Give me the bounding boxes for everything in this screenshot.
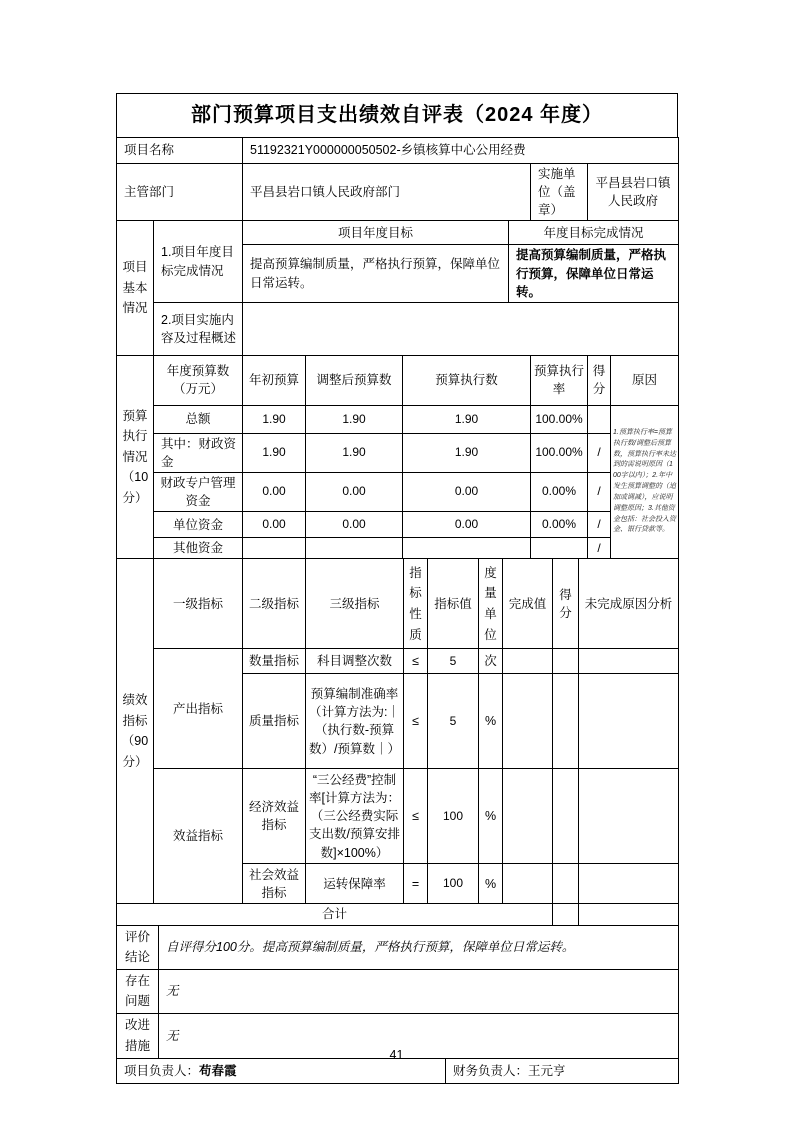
self-evaluation-table — [116, 93, 678, 1084]
total-score — [553, 904, 579, 925]
indicator-unit: % — [479, 769, 503, 864]
budget-rate: 100.00% — [531, 405, 588, 433]
budget-initial: 0.00 — [243, 473, 306, 512]
indicator-level1: 效益指标 — [154, 769, 243, 904]
dept-label: 主管部门 — [117, 164, 243, 221]
budget-adjusted: 1.90 — [306, 405, 403, 433]
budget-header-adjusted: 调整后预算数 — [306, 355, 403, 405]
conclusion-label: 评价结论 — [117, 925, 159, 969]
indicator-nature: = — [404, 864, 428, 904]
indicator-level2: 质量指标 — [243, 674, 306, 769]
indicator-score — [553, 769, 579, 864]
budget-row-label: 其中：财政资金 — [154, 433, 243, 472]
impl-unit-label: 实施单位（盖章） — [531, 164, 588, 221]
budget-initial — [243, 538, 306, 559]
problems-text: 无 — [159, 969, 679, 1013]
indicator-done — [503, 674, 553, 769]
indicator-unit: % — [479, 864, 503, 904]
problems-label: 存在问题 — [117, 969, 159, 1013]
indicator-level3: 科目调整次数 — [306, 649, 404, 674]
indicator-level2: 社会效益指标 — [243, 864, 306, 904]
implementation-row-label: 2.项目实施内容及过程概述 — [154, 302, 243, 355]
total-label: 合计 — [117, 904, 553, 925]
indicator-score — [553, 864, 579, 904]
indicator-header-level1: 一级指标 — [154, 559, 243, 649]
budget-initial: 1.90 — [243, 405, 306, 433]
indicators-section-label: 绩效指标（90分） — [117, 559, 154, 904]
budget-initial: 1.90 — [243, 433, 306, 472]
department-band — [116, 163, 679, 221]
indicator-level3: 预算编制准确率（计算方法为:｜（执行数-预算数）/预算数｜） — [306, 674, 404, 769]
budget-score: / — [588, 473, 611, 512]
table-row — [117, 473, 679, 512]
budget-execution-band — [116, 355, 679, 560]
finance-manager-name: 王元亨 — [528, 1063, 566, 1078]
page-number: 41 — [389, 1048, 404, 1062]
indicator-level3: 运转保障率 — [306, 864, 404, 904]
table-row — [117, 649, 679, 674]
project-name-band — [116, 137, 679, 164]
budget-header-annual: 年度预算数（万元） — [154, 355, 243, 405]
budget-rate: 100.00% — [531, 433, 588, 472]
indicator-reason — [579, 649, 679, 674]
indicator-done — [503, 649, 553, 674]
budget-row-label: 其他资金 — [154, 538, 243, 559]
basic-info-band — [116, 220, 679, 355]
indicator-header-level3: 三级指标 — [306, 559, 404, 649]
annual-goal-header: 项目年度目标 — [243, 221, 509, 245]
budget-score: / — [588, 512, 611, 538]
budget-rate: 0.00% — [531, 512, 588, 538]
budget-row-label: 单位资金 — [154, 512, 243, 538]
indicator-nature: ≤ — [404, 674, 428, 769]
budget-rate: 0.00% — [531, 473, 588, 512]
indicator-done — [503, 864, 553, 904]
project-manager-name: 苟春霞 — [199, 1063, 237, 1078]
indicator-value: 100 — [428, 864, 479, 904]
indicator-reason — [579, 674, 679, 769]
budget-reason-note: 1.预算执行率=预算执行数/调整后预算数，预算执行率未达到的需说明原因（100字以内）；2.年中发生预算调整的（追加或调减），应说明调整原因；3.其他资金包括：社会投入资金、银行贷款等。 — [611, 405, 679, 559]
finance-manager-cell — [446, 1059, 679, 1084]
indicator-nature: ≤ — [404, 769, 428, 864]
page-title: 部门预算项目支出绩效自评表（2024 年度） — [117, 94, 678, 138]
impl-unit-value: 平昌县岩口镇人民政府 — [588, 164, 679, 221]
indicator-unit: 次 — [479, 649, 503, 674]
summary-band — [116, 925, 679, 1060]
budget-adjusted — [306, 538, 403, 559]
budget-executed: 0.00 — [403, 512, 531, 538]
budget-executed: 0.00 — [403, 473, 531, 512]
budget-section-label: 预算执行情况（10分） — [117, 355, 154, 559]
indicator-header-score: 得分 — [553, 559, 579, 649]
dept-value: 平昌县岩口镇人民政府部门 — [243, 164, 531, 221]
indicator-header-nature: 指标性质 — [404, 559, 428, 649]
improvement-label: 改进措施 — [117, 1014, 159, 1059]
indicator-reason — [579, 864, 679, 904]
indicator-score — [553, 674, 579, 769]
indicator-header-unit: 度量单位 — [479, 559, 503, 649]
indicator-level1: 产出指标 — [154, 649, 243, 769]
total-reason — [579, 904, 679, 925]
budget-rate — [531, 538, 588, 559]
indicator-level2: 数量指标 — [243, 649, 306, 674]
project-manager-cell — [117, 1059, 446, 1084]
title-band — [116, 93, 678, 138]
finance-manager-label: 财务负责人： — [453, 1063, 529, 1078]
budget-score — [588, 405, 611, 433]
budget-header-rate: 预算执行率 — [531, 355, 588, 405]
budget-adjusted: 1.90 — [306, 433, 403, 472]
budget-header-score: 得分 — [588, 355, 611, 405]
indicator-header-level2: 二级指标 — [243, 559, 306, 649]
project-name-value: 51192321Y000000050502-乡镇核算中心公用经费 — [243, 138, 679, 164]
annual-goal-row-label: 1.项目年度目标完成情况 — [154, 221, 243, 302]
indicator-header-done: 完成值 — [503, 559, 553, 649]
indicator-header-value: 指标值 — [428, 559, 479, 649]
budget-header-executed: 预算执行数 — [403, 355, 531, 405]
table-row — [117, 769, 679, 864]
budget-executed — [403, 538, 531, 559]
budget-header-reason: 原因 — [611, 355, 679, 405]
budget-initial: 0.00 — [243, 512, 306, 538]
budget-row-label: 总额 — [154, 405, 243, 433]
indicator-unit: % — [479, 674, 503, 769]
budget-adjusted: 0.00 — [306, 512, 403, 538]
project-manager-label: 项目负责人： — [124, 1063, 200, 1078]
indicator-done — [503, 769, 553, 864]
budget-executed: 1.90 — [403, 433, 531, 472]
budget-executed: 1.90 — [403, 405, 531, 433]
implementation-text — [243, 302, 679, 355]
budget-adjusted: 0.00 — [306, 473, 403, 512]
project-name-label: 项目名称 — [117, 138, 243, 164]
budget-score: / — [588, 433, 611, 472]
table-row — [117, 405, 679, 433]
indicator-level3: “三公经费”控制率[计算方法为：（三公经费实际支出数/预算安排数]×100%） — [306, 769, 404, 864]
conclusion-text: 自评得分100分。提高预算编制质量，严格执行预算，保障单位日常运转。 — [159, 925, 679, 969]
table-row — [117, 433, 679, 472]
indicator-value: 5 — [428, 674, 479, 769]
indicator-level2: 经济效益指标 — [243, 769, 306, 864]
goal-completion-header: 年度目标完成情况 — [509, 221, 679, 245]
budget-row-label: 财政专户管理资金 — [154, 473, 243, 512]
table-row — [117, 512, 679, 538]
indicator-reason — [579, 769, 679, 864]
goal-completion-text: 提高预算编制质量，严格执行预算，保障单位日常运转。 — [509, 245, 679, 302]
indicator-header-reason: 未完成原因分析 — [579, 559, 679, 649]
indicator-nature: ≤ — [404, 649, 428, 674]
annual-goal-text: 提高预算编制质量，严格执行预算，保障单位日常运转。 — [243, 245, 509, 302]
table-row — [117, 538, 679, 559]
indicator-value: 100 — [428, 769, 479, 864]
indicator-value: 5 — [428, 649, 479, 674]
basic-section-label: 项目基本情况 — [117, 221, 154, 355]
budget-score: / — [588, 538, 611, 559]
budget-header-initial: 年初预算 — [243, 355, 306, 405]
indicator-score — [553, 649, 579, 674]
indicators-band — [116, 558, 679, 925]
improvement-text: 无 — [159, 1014, 679, 1059]
